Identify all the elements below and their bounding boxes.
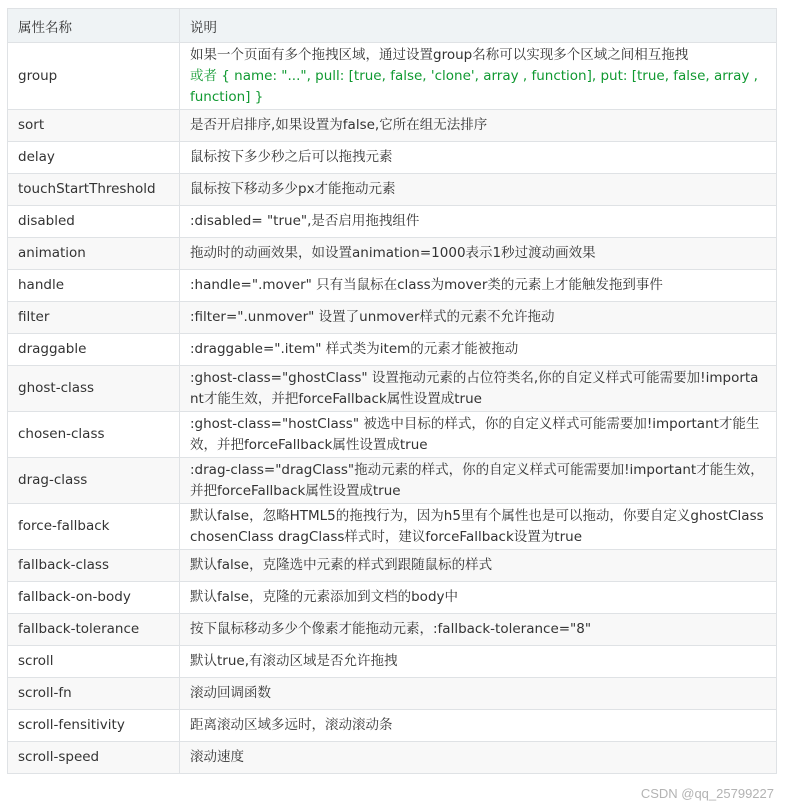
attr-name: group xyxy=(8,43,180,110)
table-row xyxy=(8,270,777,302)
attributes-table xyxy=(7,8,777,774)
attr-description: 默认false，克隆的元素添加到文档的body中 xyxy=(180,582,777,614)
attr-description: :ghost-class="ghostClass" 设置拖动元素的占位符类名,你的自定义样式可能需要加!important才能生效，并把forceFallback属性设置成true xyxy=(180,366,777,412)
table-row xyxy=(8,238,777,270)
attr-name: delay xyxy=(8,142,180,174)
attr-name: scroll-fn xyxy=(8,678,180,710)
table-row xyxy=(8,334,777,366)
table-row xyxy=(8,302,777,334)
table-row xyxy=(8,742,777,774)
table-row xyxy=(8,614,777,646)
table-row xyxy=(8,582,777,614)
attr-name: draggable xyxy=(8,334,180,366)
attr-description: 默认false，忽略HTML5的拖拽行为，因为h5里有个属性也是可以拖动，你要自定义ghostClass chosenClass dragClass样式时，建议forceFallback设置为true xyxy=(180,504,777,550)
attr-name: ghost-class xyxy=(8,366,180,412)
table-row xyxy=(8,366,777,412)
header-attr-name: 属性名称 xyxy=(8,9,180,43)
attr-name: sort xyxy=(8,110,180,142)
table-header-row xyxy=(8,9,777,43)
attr-description: 默认true,有滚动区域是否允许拖拽 xyxy=(180,646,777,678)
attr-description: 是否开启排序,如果设置为false,它所在组无法排序 xyxy=(180,110,777,142)
attr-description-options: 或者 { name: "...", pull: [true, false, 'clone', array , function], put: [true, false, array , function] } xyxy=(190,67,758,105)
attr-name: animation xyxy=(8,238,180,270)
attr-name: scroll-fensitivity xyxy=(8,710,180,742)
attr-name: force-fallback xyxy=(8,504,180,550)
attr-description xyxy=(180,43,777,110)
attr-description: :disabled= "true",是否启用拖拽组件 xyxy=(180,206,777,238)
attr-name: chosen-class xyxy=(8,412,180,458)
attr-description: :filter=".unmover" 设置了unmover样式的元素不允许拖动 xyxy=(180,302,777,334)
table-row xyxy=(8,174,777,206)
attr-description: 默认false，克隆选中元素的样式到跟随鼠标的样式 xyxy=(180,550,777,582)
attr-description: :ghost-class="hostClass" 被选中目标的样式，你的自定义样式可能需要加!important才能生效，并把forceFallback属性设置成true xyxy=(180,412,777,458)
table-row xyxy=(8,550,777,582)
table-row xyxy=(8,110,777,142)
attr-description: :drag-class="dragClass"拖动元素的样式，你的自定义样式可能需要加!important才能生效，并把forceFallback属性设置成true xyxy=(180,458,777,504)
attr-name: drag-class xyxy=(8,458,180,504)
attr-name: scroll xyxy=(8,646,180,678)
attr-name: scroll-speed xyxy=(8,742,180,774)
attr-description-text: 如果一个页面有多个拖拽区域，通过设置group名称可以实现多个区域之间相互拖拽 xyxy=(190,46,689,63)
header-description: 说明 xyxy=(180,9,777,43)
attr-description: 拖动时的动画效果，如设置animation=1000表示1秒过渡动画效果 xyxy=(180,238,777,270)
attr-description: 距离滚动区域多远时，滚动滚动条 xyxy=(180,710,777,742)
attr-description: :handle=".mover" 只有当鼠标在class为mover类的元素上才能触发拖到事件 xyxy=(180,270,777,302)
table-row xyxy=(8,142,777,174)
watermark: CSDN @qq_25799227 xyxy=(640,786,774,801)
attr-description: 滚动回调函数 xyxy=(180,678,777,710)
attr-name: handle xyxy=(8,270,180,302)
table-row xyxy=(8,206,777,238)
table-row xyxy=(8,504,777,550)
attr-description: 鼠标按下移动多少px才能拖动元素 xyxy=(180,174,777,206)
attr-name: touchStartThreshold xyxy=(8,174,180,206)
table-row xyxy=(8,646,777,678)
table-row xyxy=(8,710,777,742)
table-row xyxy=(8,458,777,504)
attr-name: disabled xyxy=(8,206,180,238)
table-row xyxy=(8,678,777,710)
attr-name: fallback-on-body xyxy=(8,582,180,614)
table-row xyxy=(8,412,777,458)
attr-description: 按下鼠标移动多少个像素才能拖动元素，:fallback-tolerance="8" xyxy=(180,614,777,646)
attr-name: fallback-tolerance xyxy=(8,614,180,646)
attr-description: 鼠标按下多少秒之后可以拖拽元素 xyxy=(180,142,777,174)
attr-name: filter xyxy=(8,302,180,334)
attr-description: 滚动速度 xyxy=(180,742,777,774)
attr-name: fallback-class xyxy=(8,550,180,582)
attr-description: :draggable=".item" 样式类为item的元素才能被拖动 xyxy=(180,334,777,366)
table-row xyxy=(8,43,777,110)
